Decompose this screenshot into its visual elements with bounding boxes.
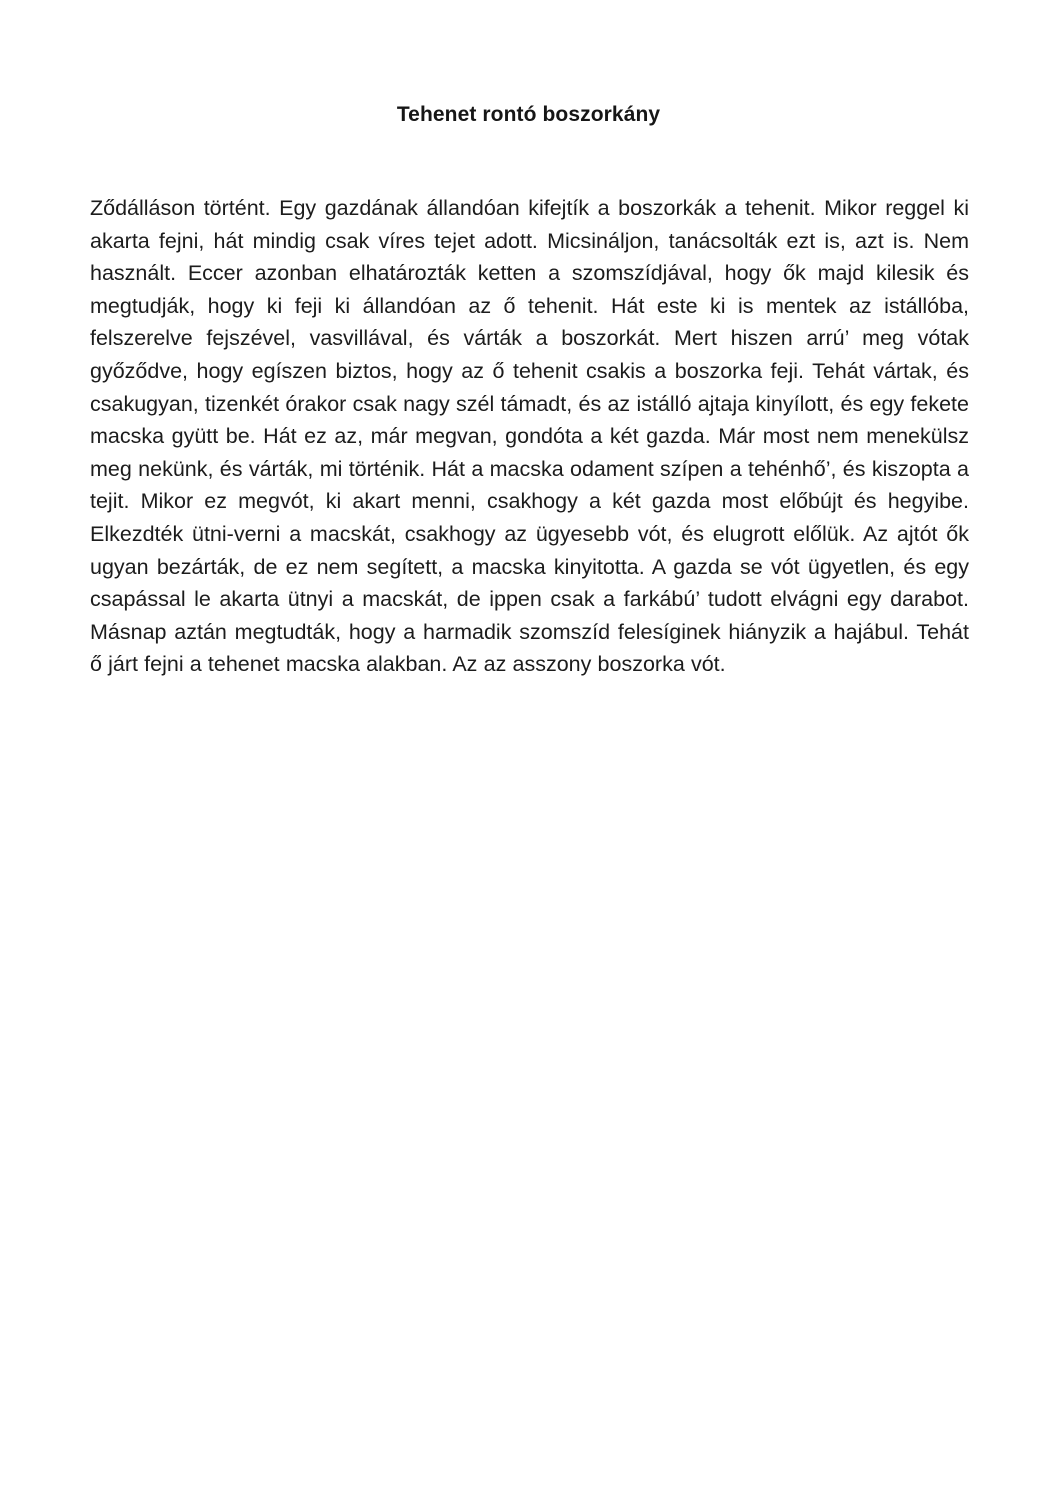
page-title: Tehenet rontó boszorkány [396, 103, 661, 127]
story-paragraph: Ződálláson történt. Egy gazdának állandóan kifejtík a boszorkák a tehenit. Mikor reggel ki akarta fejni, hát mindig csak víres tejet adott. Micsináljon, tanácsolták ezt is, azt is. Nem használt. Eccer azonban elhatározták ketten a szomszídjával, hogy ők majd kilesik és megtudják, hogy ki feji ki állandóan az ő tehenit. Hát este ki is mentek az istállóba, felszerelve fejszével, vasvillával, és várták a boszorkát. Mert hiszen arrú’ meg vótak győződve, hogy egíszen biztos, hogy az ő tehenit csakis a boszorka feji. Tehát vártak, és csakugyan, tizenkét órakor csak nagy szél támadt, és az istálló ajtaja kinyílott, és egy fekete macska gyütt be. Hát ez az, már megvan, gondóta a két gazda. Már most nem menekülsz meg nekünk, és várták, mi történik. Hát a macska odament szípen a tehénhő’, és kiszopta a tejit. Mikor ez megvót, ki akart menni, csakhogy a két gazda most előbújt és hegyibe. Elkezdték ütni-verni a macskát, csakhogy az ügyesebb vót, és elugrott előlük. Az ajtót ők ugyan bezárták, de ez nem segített, a macska kinyitotta. A gazda se vót ügyetlen, és egy csapással le akarta ütnyi a macskát, de ippen csak a farkábú’ tudott elvágni egy darabot. Másnap aztán megtudták, hogy a harmadik szomszíd felesíginek hiányzik a hajábul. Tehát ő járt fejni a tehenet macska alakban. Az az asszony boszorka vót. [90, 196, 969, 677]
document-body [90, 192, 969, 681]
